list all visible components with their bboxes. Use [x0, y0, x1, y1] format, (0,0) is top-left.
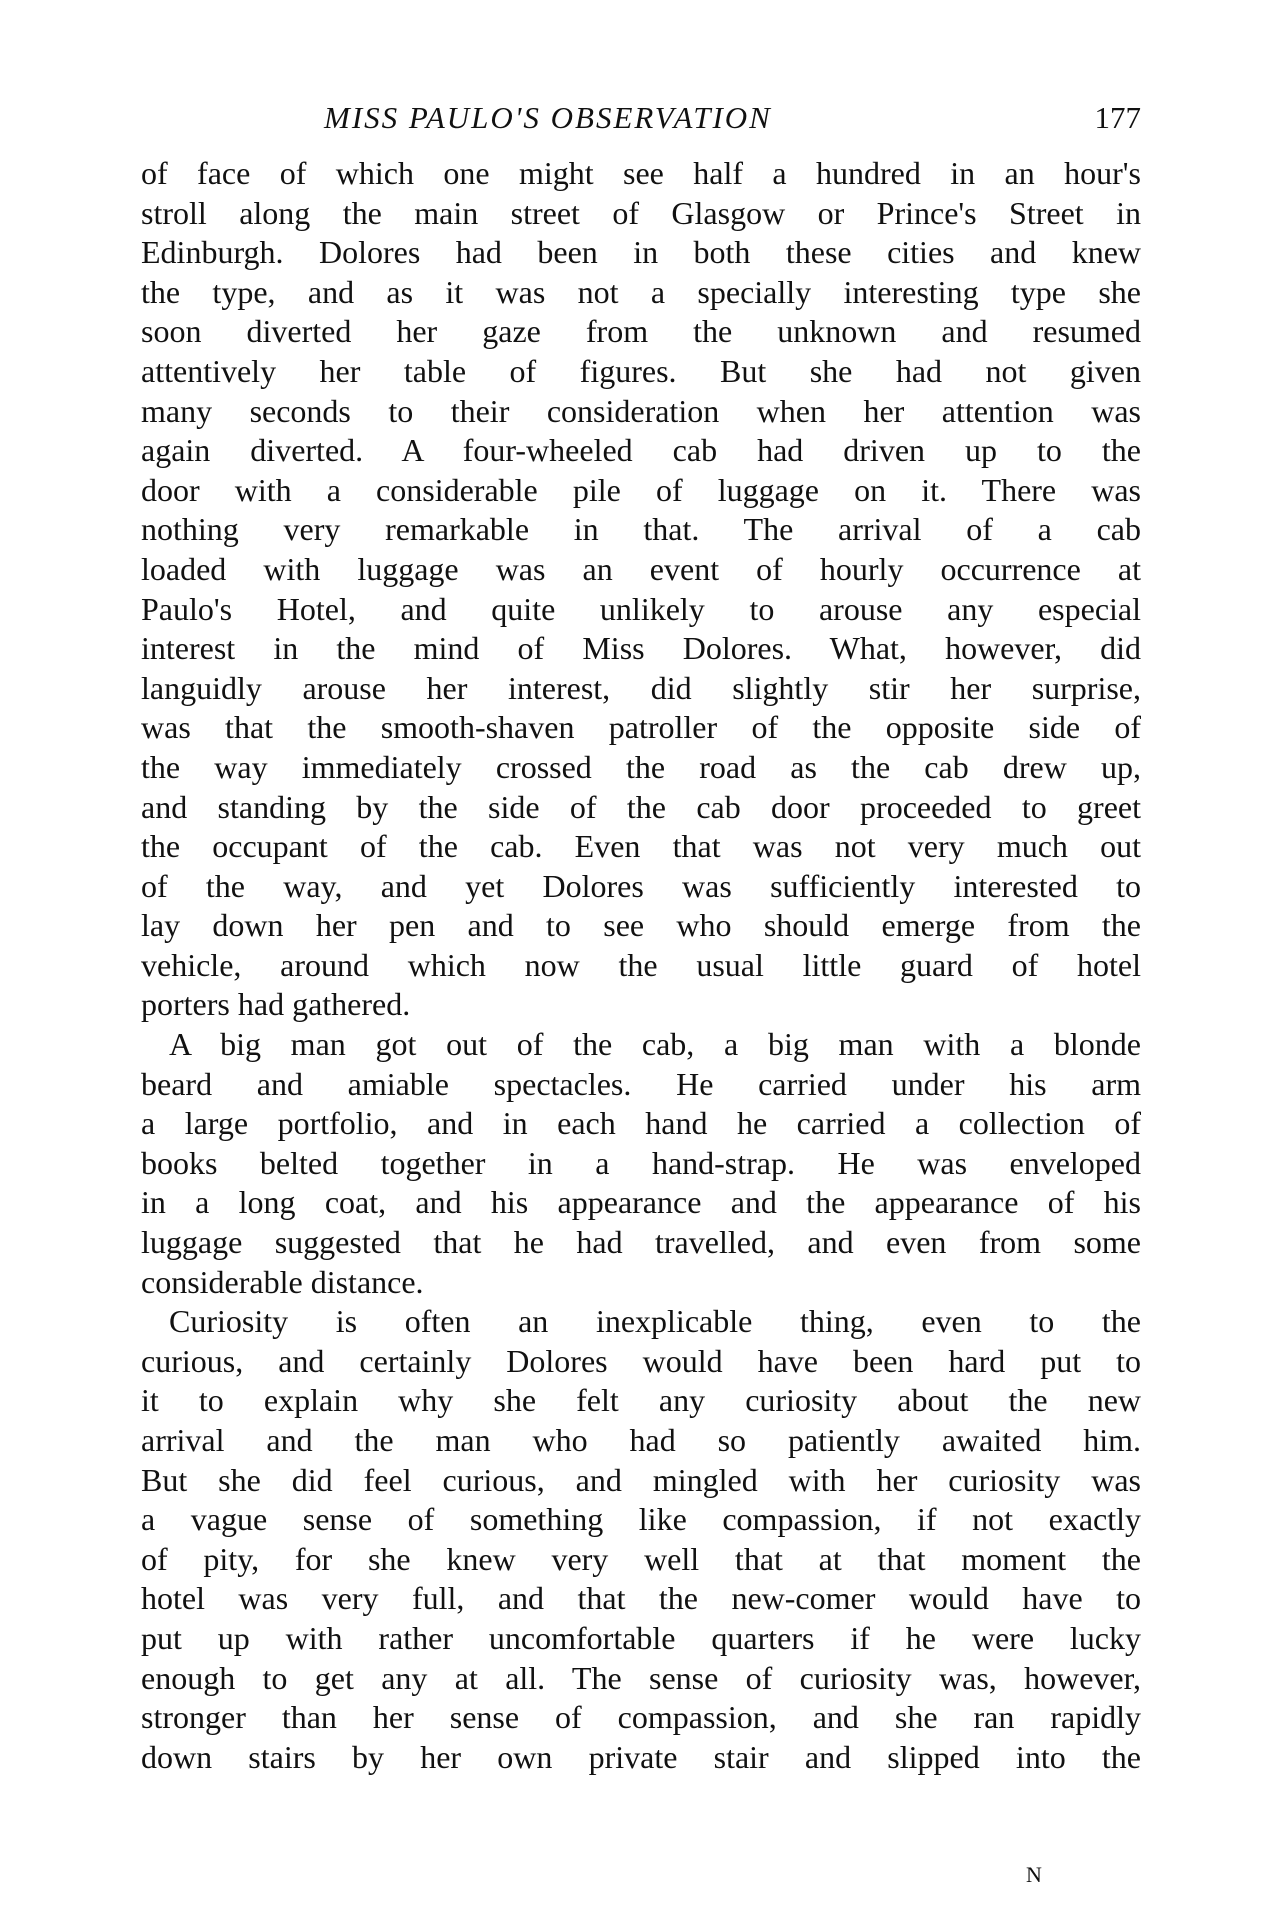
text-line: Paulo's Hotel, and quite unlikely to arouse any especial: [141, 590, 1141, 627]
text-line: languidly arouse her interest, did slightly stir her surprise,: [141, 669, 1141, 706]
text-line: put up with rather uncomfortable quarters if he were lucky: [141, 1619, 1141, 1656]
text-line: lay down her pen and to see who should emerge from the: [141, 907, 1141, 944]
text-line: books belted together in a hand-strap. He was enveloped: [141, 1144, 1141, 1181]
text-line: stronger than her sense of compassion, and she ran rapidly: [141, 1699, 1141, 1736]
text-line: enough to get any at all. The sense of curiosity was, however,: [141, 1659, 1141, 1696]
text-line: of pity, for she knew very well that at that moment the: [141, 1540, 1141, 1577]
text-line: of the way, and yet Dolores was sufficiently interested to: [141, 867, 1141, 904]
text-line: again diverted. A four-wheeled cab had driven up to the: [141, 432, 1141, 469]
text-line: Edinburgh. Dolores had been in both these cities and knew: [141, 234, 1141, 271]
text-line: attentively her table of figures. But she had not given: [141, 352, 1141, 389]
text-line: vehicle, around which now the usual little guard of hotel: [141, 946, 1141, 983]
text-line: curious, and certainly Dolores would have been hard put to: [141, 1342, 1141, 1379]
signature-mark: N: [1026, 1862, 1042, 1887]
text-line: porters had gathered.: [141, 986, 411, 1023]
text-line: soon diverted her gaze from the unknown and resumed: [141, 313, 1141, 350]
text-line: Curiosity is often an inexplicable thing, even to the: [169, 1303, 1141, 1340]
text-line: a large portfolio, and in each hand he carried a collection of: [141, 1105, 1141, 1142]
text-line: of face of which one might see half a hundred in an hour's: [141, 155, 1141, 191]
text-line: the occupant of the cab. Even that was not very much out: [141, 828, 1141, 865]
text-line: considerable distance.: [141, 1263, 424, 1300]
running-title: MISS PAULO'S OBSERVATION: [324, 100, 772, 135]
text-line: interest in the mind of Miss Dolores. What, however, did: [141, 630, 1141, 667]
text-line: arrival and the man who had so patiently awaited him.: [141, 1422, 1141, 1458]
text-line: it to explain why she felt any curiosity about the new: [141, 1382, 1141, 1419]
text-line: the way immediately crossed the road as the cab drew up,: [141, 748, 1141, 785]
text-line: in a long coat, and his appearance and the appearance of his: [141, 1184, 1141, 1221]
text-line: door with a considerable pile of luggage on it. There was: [141, 471, 1141, 508]
page-header: [141, 100, 1141, 144]
page-number: 177: [1094, 100, 1141, 135]
text-line: beard and amiable spectacles. He carried under his arm: [141, 1065, 1141, 1102]
text-line: many seconds to their consideration when her attention was: [141, 392, 1141, 429]
text-line: A big man got out of the cab, a big man with a blonde: [169, 1026, 1141, 1063]
text-line: a vague sense of something like compassion, if not exactly: [141, 1501, 1141, 1538]
text-line: down stairs by her own private stair and slipped into the: [141, 1738, 1141, 1775]
text-line: loaded with luggage was an event of hourly occurrence at: [141, 550, 1141, 587]
text-line: nothing very remarkable in that. The arrival of a cab: [141, 511, 1141, 548]
text-line: and standing by the side of the cab door proceeded to greet: [141, 788, 1141, 825]
text-line: hotel was very full, and that the new-comer would have to: [141, 1580, 1141, 1617]
text-line: luggage suggested that he had travelled, and even from some: [141, 1224, 1141, 1261]
text-line: But she did feel curious, and mingled with her curiosity was: [141, 1461, 1141, 1498]
text-line: the type, and as it was not a specially interesting type she: [141, 273, 1141, 310]
body-text: [141, 154, 1141, 1777]
text-line: stroll along the main street of Glasgow or Prince's Street in: [141, 194, 1141, 231]
text-line: was that the smooth-shaven patroller of the opposite side of: [141, 709, 1141, 746]
